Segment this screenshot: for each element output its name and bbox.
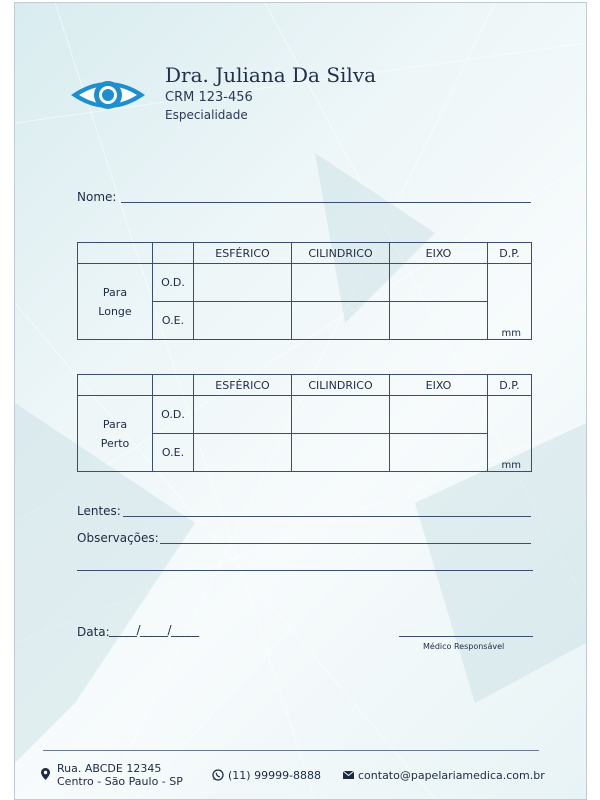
cell-oe-spherical[interactable] [194,302,292,340]
header-blank [153,243,194,264]
observations-input-line[interactable] [160,543,531,544]
column-dp: D.P. [488,375,532,396]
column-cylindrical: CILINDRICO [292,375,390,396]
lenses-input-line[interactable] [123,516,531,517]
section-label-distance [78,264,153,340]
doctor-crm: CRM 123-456 [165,90,253,105]
whatsapp-icon [212,769,224,781]
observations-label: Observações: [77,531,159,545]
cell-oe-cylindrical[interactable] [292,434,390,472]
eye-icon [69,73,147,117]
signature-caption: Médico Responsável [423,642,505,651]
column-dp: D.P. [488,243,532,264]
name-input-line[interactable] [121,202,531,203]
cell-oe-spherical[interactable] [194,434,292,472]
signature-line[interactable] [399,636,533,637]
envelope-icon [343,771,354,779]
cell-dp[interactable] [488,396,532,472]
cell-oe-cylindrical[interactable] [292,302,390,340]
doctor-specialty: Especialidade [165,108,248,122]
address-line2: Centro - São Paulo - SP [57,775,183,788]
cell-oe-axis[interactable] [390,434,488,472]
cell-od-cylindrical[interactable] [292,264,390,302]
date-label: Data: [77,625,110,639]
eye-label-od: O.D. [153,264,194,302]
cell-dp[interactable] [488,264,532,340]
footer-email[interactable]: contato@papelariamedica.com.br [358,769,545,782]
section-line1: Para [102,417,128,431]
cell-od-spherical[interactable] [194,264,292,302]
eye-label-oe: O.E. [153,302,194,340]
cell-od-spherical[interactable] [194,396,292,434]
header-blank [153,375,194,396]
cell-oe-axis[interactable] [390,302,488,340]
header-blank [78,375,153,396]
lenses-label: Lentes: [77,504,121,518]
cell-od-axis[interactable] [390,396,488,434]
observations-input-line-2[interactable] [77,570,533,571]
section-line2: Perto [100,436,130,450]
distance-prescription-table [77,242,532,340]
name-label: Nome: [77,190,117,204]
column-spherical: ESFÉRICO [194,375,292,396]
address-line1: Rua. ABCDE 12345 [57,762,162,775]
eye-label-od: O.D. [153,396,194,434]
column-axis: EIXO [390,375,488,396]
doctor-name: Dra. Juliana Da Silva [165,63,377,87]
footer-divider [43,750,539,751]
footer-address [57,762,183,788]
footer-phone[interactable]: (11) 99999-8888 [228,769,322,782]
section-line1: Para [102,285,128,299]
location-pin-icon [41,768,50,780]
section-line2: Longe [98,304,132,318]
column-axis: EIXO [390,243,488,264]
eye-label-oe: O.E. [153,434,194,472]
dp-unit: mm [501,328,521,339]
dp-unit: mm [501,460,521,471]
column-cylindrical: CILINDRICO [292,243,390,264]
cell-od-cylindrical[interactable] [292,396,390,434]
section-label-near [78,396,153,472]
prescription-sheet [14,2,587,800]
column-spherical: ESFÉRICO [194,243,292,264]
near-prescription-table [77,374,532,472]
cell-od-axis[interactable] [390,264,488,302]
header-blank [78,243,153,264]
date-input[interactable]: _____/_____/_____ [109,623,199,637]
